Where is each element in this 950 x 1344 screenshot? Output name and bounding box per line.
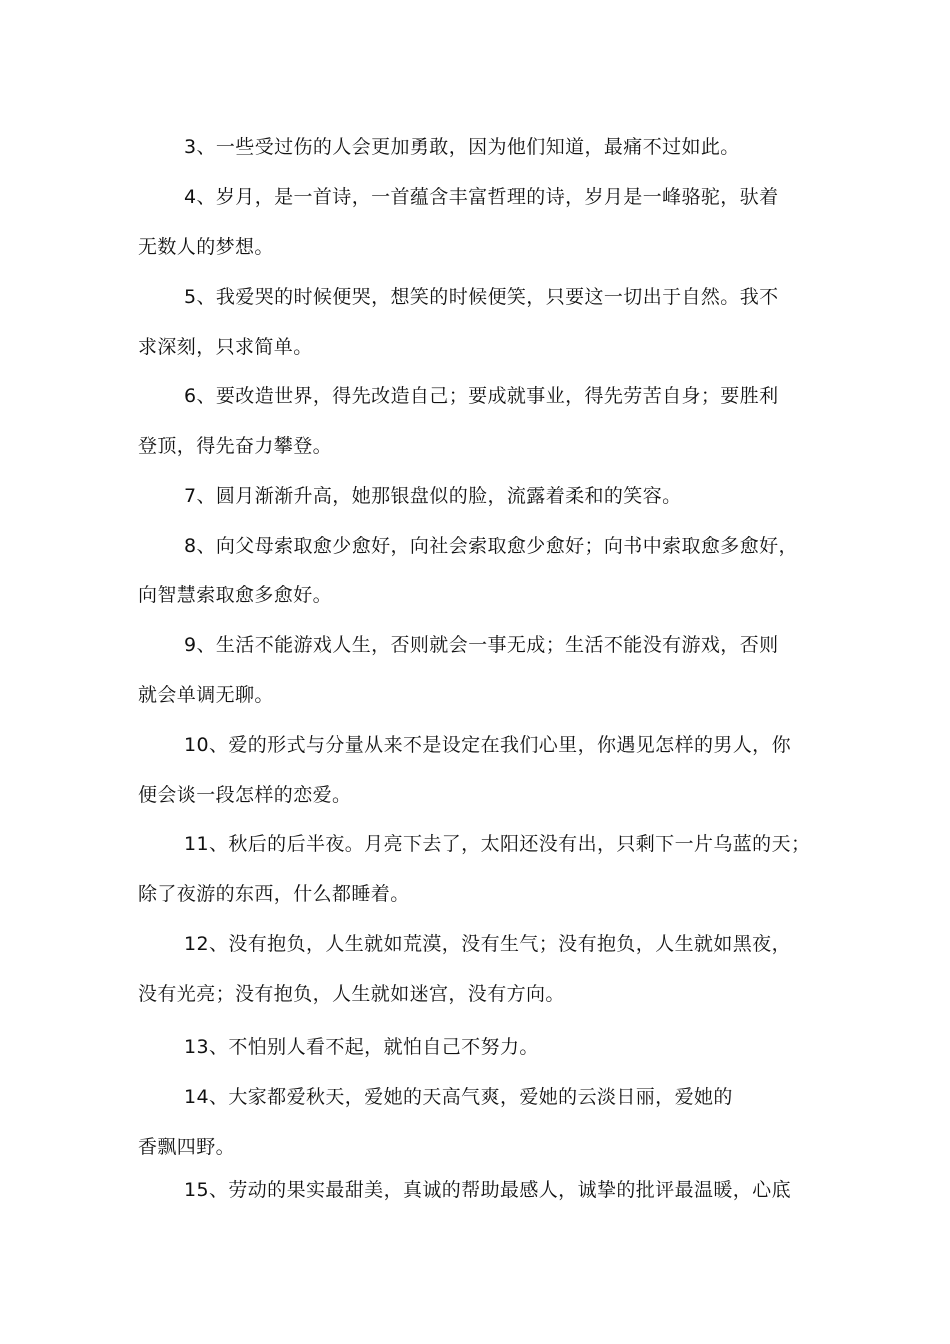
paragraph-9-line-1: 9、生活不能游戏人生，否则就会一事无成；生活不能没有游戏，否则 bbox=[184, 634, 779, 656]
paragraph-8-line-1: 8、向父母索取愈少愈好，向社会索取愈少愈好；向书中索取愈多愈好， bbox=[184, 535, 798, 557]
paragraph-10-line-1: 10、爱的形式与分量从来不是设定在我们心里，你遇见怎样的男人，你 bbox=[184, 734, 791, 756]
paragraph-8-line-2: 向智慧索取愈多愈好。 bbox=[138, 584, 333, 606]
paragraph-11-line-2: 除了夜游的东西，什么都睡着。 bbox=[138, 883, 410, 905]
paragraph-9-line-2: 就会单调无聊。 bbox=[138, 684, 274, 706]
paragraph-4-line-1: 4、岁月，是一首诗，一首蕴含丰富哲理的诗，岁月是一峰骆驼，驮着 bbox=[184, 186, 779, 208]
paragraph-15-line-1: 15、劳动的果实最甜美，真诚的帮助最感人，诚挚的批评最温暖，心底 bbox=[184, 1179, 791, 1201]
paragraph-13-line-1: 13、不怕别人看不起，就怕自己不努力。 bbox=[184, 1036, 539, 1058]
paragraph-11-line-1: 11、秋后的后半夜。月亮下去了，太阳还没有出，只剩下一片乌蓝的天； bbox=[184, 833, 811, 855]
paragraph-5-line-2: 求深刻，只求简单。 bbox=[138, 336, 313, 358]
paragraph-6-line-2: 登顶，得先奋力攀登。 bbox=[138, 435, 333, 457]
paragraph-12-line-1: 12、没有抱负，人生就如荒漠，没有生气；没有抱负，人生就如黑夜， bbox=[184, 933, 791, 955]
paragraph-10-line-2: 便会谈一段怎样的恋爱。 bbox=[138, 784, 352, 806]
paragraph-12-line-2: 没有光亮；没有抱负，人生就如迷宫，没有方向。 bbox=[138, 983, 565, 1005]
paragraph-7-line-1: 7、圆月渐渐升高，她那银盘似的脸，流露着柔和的笑容。 bbox=[184, 485, 682, 507]
paragraph-14-line-2: 香飘四野。 bbox=[138, 1136, 236, 1158]
paragraph-5-line-1: 5、我爱哭的时候便哭，想笑的时候便笑，只要这一切出于自然。我不 bbox=[184, 286, 779, 308]
paragraph-6-line-1: 6、要改造世界，得先改造自己；要成就事业，得先劳苦自身；要胜利 bbox=[184, 385, 779, 407]
paragraph-4-line-2: 无数人的梦想。 bbox=[138, 236, 274, 258]
paragraph-14-line-1: 14、大家都爱秋天，爱她的天高气爽，爱她的云淡日丽，爱她的 bbox=[184, 1086, 733, 1108]
paragraph-3-line-1: 3、一些受过伤的人会更加勇敢，因为他们知道，最痛不过如此。 bbox=[184, 136, 740, 158]
